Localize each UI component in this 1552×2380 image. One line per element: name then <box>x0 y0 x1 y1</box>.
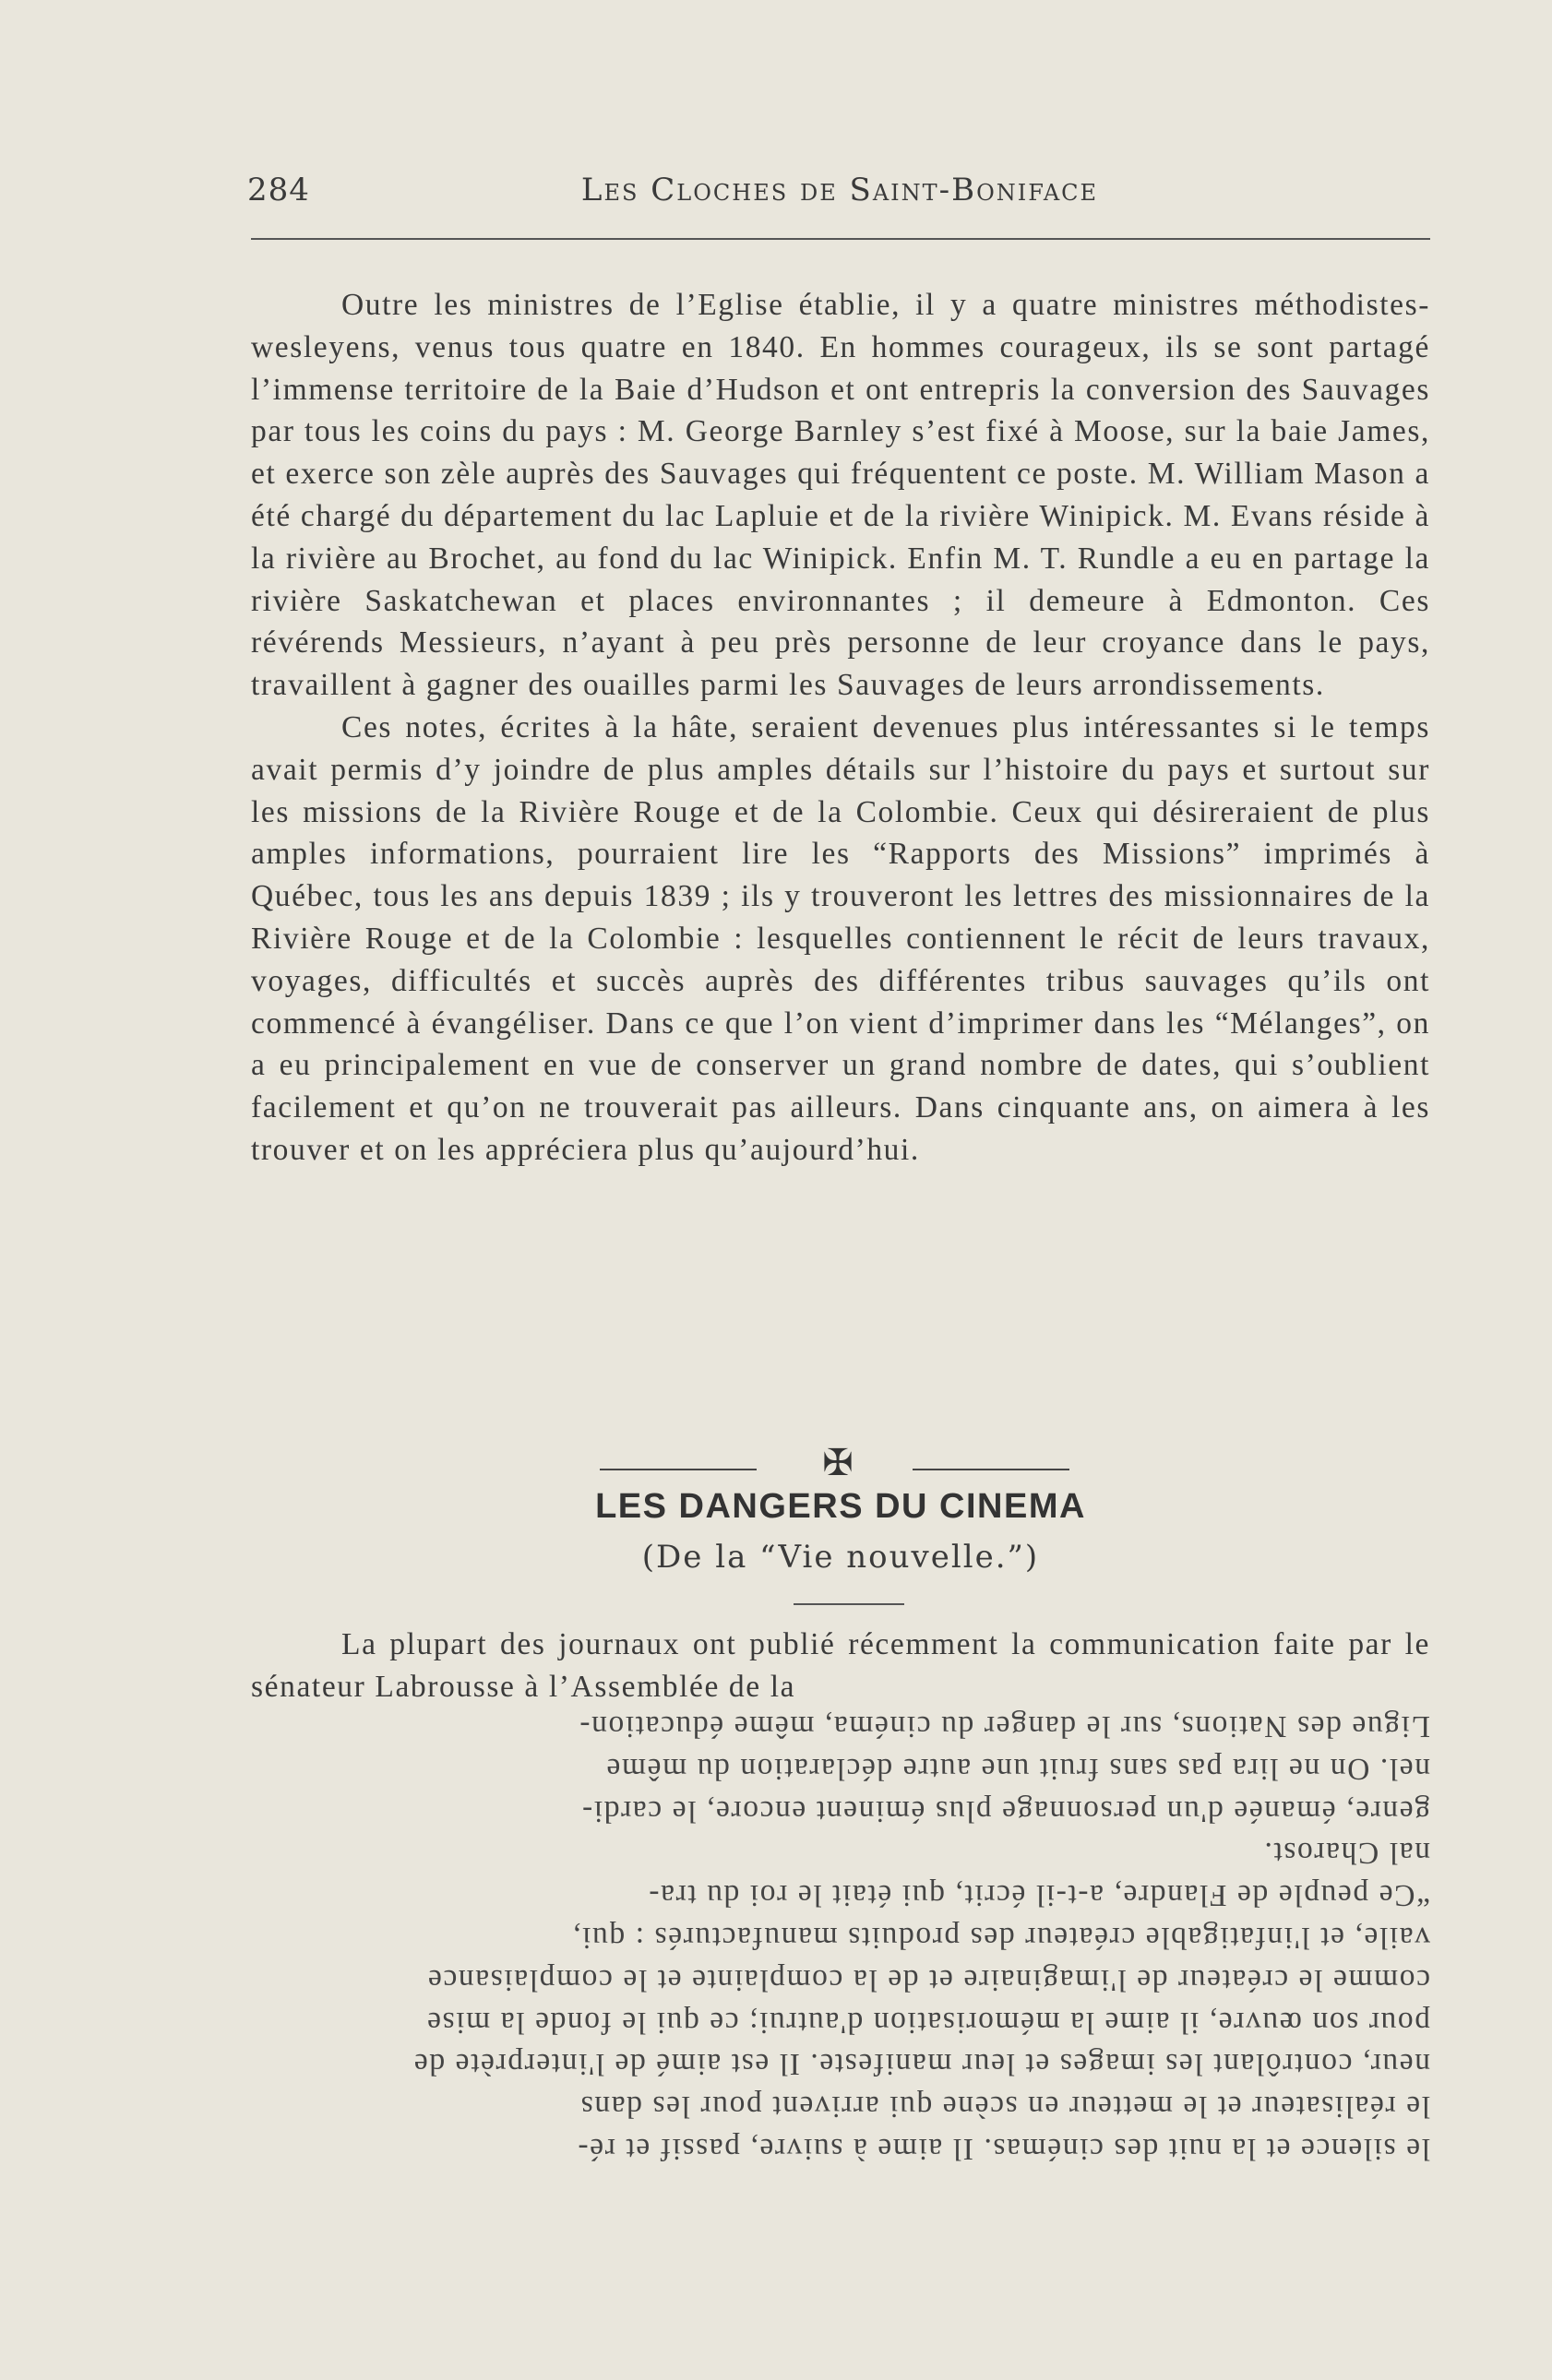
bleed-line: genre, émanée d'un personnage plus éminent encore, le cardi- <box>580 1793 1430 1828</box>
page-number: 284 <box>247 172 310 208</box>
section-divider <box>251 1442 1430 1487</box>
divider-line-left <box>600 1469 757 1470</box>
title-rule <box>794 1603 904 1605</box>
bleed-line: pour son œuvre, il aime la mémorisation d'autrui; ce qui le fonde la mise <box>425 2005 1430 2040</box>
bleed-line: comme le créateur de l'imaginaire et de la complainte et le complaisance <box>426 1962 1430 1997</box>
paragraph: Outre les ministres de l’Eglise établie, il y a quatre ministres méthodistes-wesleyens, venus tous quatre en 1840. En hommes courageux, ils se sont partagé l’immense territoire de la Baie d’Hudson et ont entrepris la conversion des Sauvages par tous les coins du pays : M. George Barnley s’est fixé à Moose, sur la baie James, et exerce son zèle auprès des Sauvages qui fréquentent ce poste. M. William Mason a été chargé du département du lac Lapluie et de la rivière Winipick. M. Evans réside à la rivière au Brochet, au fond du lac Winipick. Enfin M. T. Rundle a eu en partage la rivière Saskatchewan et places environnantes ; il demeure à Edmonton. Ces révérends Messieurs, n’ayant à peu près personne de leur croyance dans le pays, travaillent à gagner des ouailles parmi les Sauvages de leurs arrondissements. <box>251 288 1430 703</box>
bleed-line: neur, contrôlant les images et leur manifeste. Il est aimé de l'interprète de <box>412 2047 1430 2082</box>
running-title: Les Cloches de Saint-Boniface <box>580 172 1099 208</box>
bleed-through-text <box>251 1705 1430 2170</box>
divider-line-right <box>913 1469 1069 1470</box>
page-header <box>247 172 1432 218</box>
body-text-section-1 <box>251 284 1430 1172</box>
header-rule <box>251 238 1430 240</box>
bleed-line: le réalisateur et le metteur en scène qui arrivent pour les dans <box>579 2088 1430 2124</box>
bleed-line: nel. On ne lira pas sans fruit une autre déclaration du même <box>604 1751 1430 1786</box>
section-source: (De la “Vie nouvelle.”) <box>641 1539 1040 1576</box>
paragraph: Ces notes, écrites à la hâte, seraient devenues plus intéressantes si le temps avait permis d’y joindre de plus amples détails sur l’histoire du pays et surtout sur les missions de la Rivière Rouge et de la Colombie. Ceux qui désireraient de plus amples informations, pourraient lire les “Rapports des Missions” imprimés à Québec, tous les ans depuis 1839 ; ils y trouveront les lettres des missionnaires de la Rivière Rouge et de la Colombie : lesquelles contiennent le récit de leurs travaux, voyages, difficultés et succès auprès des différentes tribus sauvages qu’ils ont commencé à évangéliser. Dans ce que l’on vient d’imprimer dans les “Mélanges”, on a eu principalement en vue de conserver un grand nombre de dates, qui s’oublient facilement et qu’on ne trouverait pas ailleurs. Dans cinquante ans, on aimera à les trouver et on les appréciera plus qu’aujourd’hui. <box>251 709 1430 1167</box>
body-text-section-2 <box>251 1624 1430 1708</box>
bleed-line: le silence et la nuit des cinémas. Il aime à suivre, passif et ré- <box>576 2131 1430 2166</box>
bleed-line: “Ce peuple de Flandre, a-t-il écrit, qui était le roi du tra- <box>647 1877 1430 1912</box>
paragraph: La plupart des journaux ont publié récemment la communication faite par le sénateur Labrousse à l’Assemblée de la <box>251 1627 1430 1704</box>
bleed-line: Ligue des Nations, sur le danger du cinéma, même éducation- <box>578 1708 1430 1743</box>
section-title: LES DANGERS DU CINEMA <box>595 1487 1086 1526</box>
bleed-line: nal Charost. <box>1262 1836 1430 1871</box>
bleed-line: vaile, et l'infatigable créateur des produits manufacturés : qui, <box>571 1920 1430 1955</box>
cross-ornament-icon: ✠ <box>822 1442 854 1484</box>
